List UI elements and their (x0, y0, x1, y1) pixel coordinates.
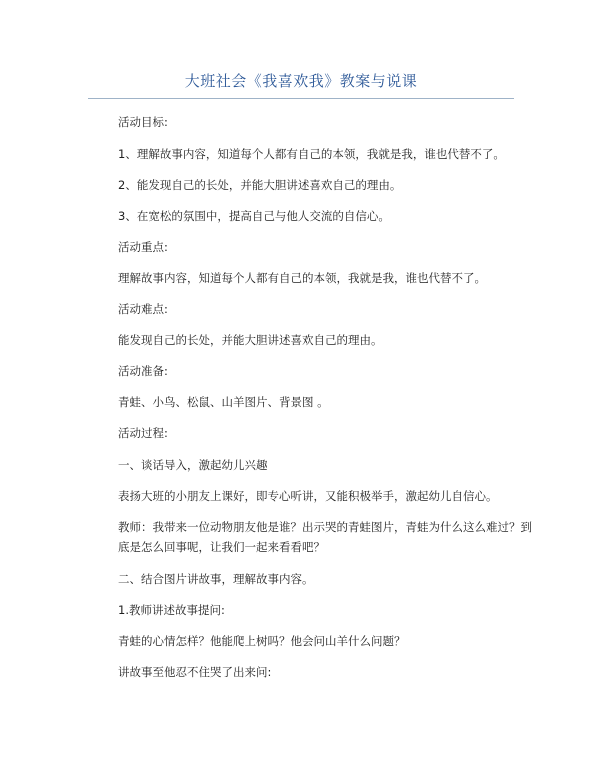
heading-preparation: 活动准备: (118, 364, 168, 378)
difficulty-text: 能发现自己的长处，并能大胆讲述喜欢自己的理由。 (118, 333, 383, 347)
heading-objectives: 活动目标: (118, 115, 168, 129)
teacher-dialogue-line-1: 教师：我带来一位动物朋友他是谁？出示哭的青蛙图片，青蛙为什么这么难过？到 (118, 520, 532, 534)
key-point-text: 理解故事内容，知道每个人都有自己的本领，我就是我，谁也代替不了。 (118, 271, 486, 285)
preparation-text: 青蛙、小鸟、松鼠、山羊图片、背景图 。 (118, 395, 329, 409)
objective-1: 1、理解故事内容，知道每个人都有自己的本领，我就是我，谁也代替不了。 (118, 147, 505, 161)
process-step-2-followup: 讲故事至他忍不住哭了出来问: (118, 665, 272, 679)
heading-process: 活动过程: (118, 426, 168, 440)
process-step-1-text: 表扬大班的小朋友上课好，即专心听讲，又能积极举手，激起幼儿自信心。 (118, 489, 498, 503)
teacher-dialogue-line-2: 底是怎么回事呢，让我们一起来看看吧？ (118, 540, 325, 554)
process-step-2-heading: 二、结合图片讲故事，理解故事内容。 (118, 572, 314, 586)
process-step-1-heading: 一、谈话导入，激起幼儿兴趣 (118, 458, 268, 472)
heading-difficulties: 活动难点: (118, 302, 168, 316)
process-step-2-questions: 青蛙的心情怎样？他能爬上树吗？他会问山羊什么问题？ (118, 634, 406, 648)
document-title: 大班社会《我喜欢我》教案与说课 (184, 72, 418, 90)
objective-2: 2、能发现自己的长处，并能大胆讲述喜欢自己的理由。 (118, 178, 402, 192)
title-divider (88, 98, 514, 99)
process-step-2-sub-1: 1.教师讲述故事提问: (118, 603, 225, 617)
heading-key-points: 活动重点: (118, 240, 168, 254)
objective-3: 3、在宽松的氛围中，提高自己与他人交流的自信心。 (118, 209, 390, 223)
